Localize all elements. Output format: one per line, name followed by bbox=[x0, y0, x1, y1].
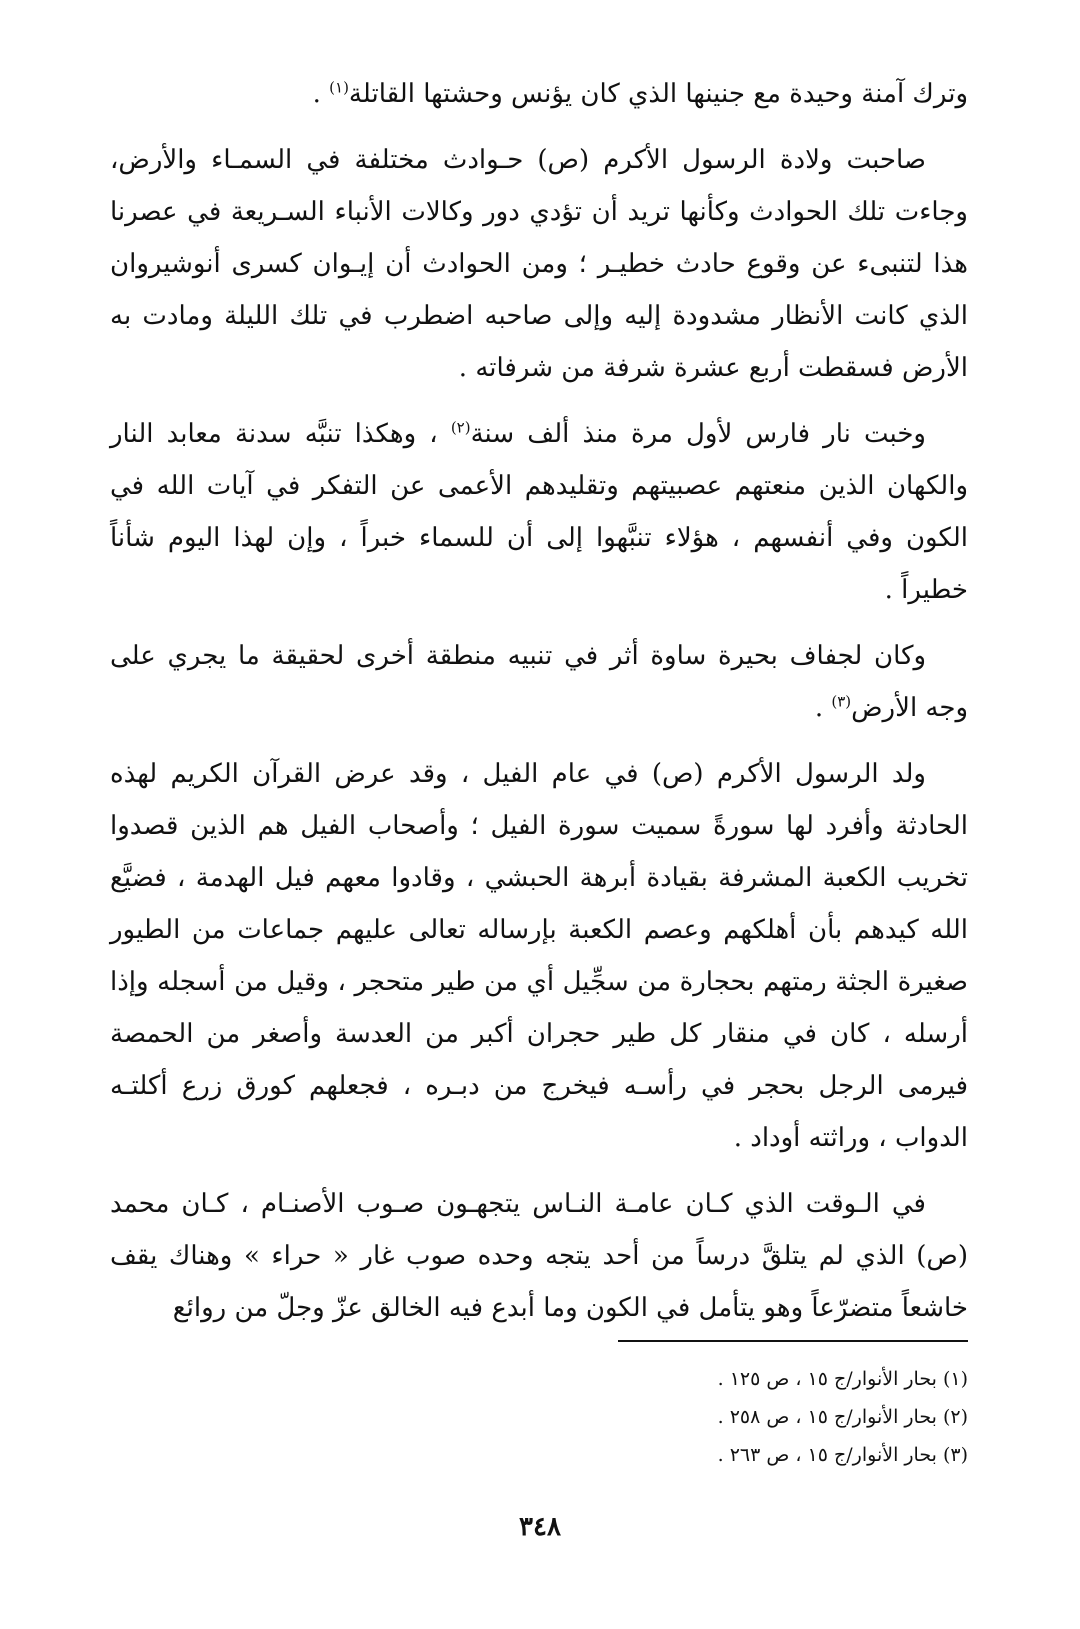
footnote-1: (١) بحار الأنوار/ج ١٥ ، ص ١٢٥ . bbox=[717, 1368, 968, 1390]
paragraph-6 bbox=[110, 1178, 968, 1334]
paragraph-5 bbox=[110, 748, 968, 1164]
paragraph-6-text: في الـوقت الذي كـان عامـة النـاس يتجهـون صـوب الأصنـام ، كـان محمد (ص) الذي لم يتلقَّ درساً من أحد يتجه وحده صوب غار « حراء » وهناك يقف خاشعاً متضرّعاً وهو يتأمل في الكون وما أبدع فيه الخالق عزّ وجلّ من روائع bbox=[110, 1189, 968, 1323]
paragraph-4-end: . bbox=[814, 693, 832, 723]
footnote-3: (٣) بحار الأنوار/ج ١٥ ، ص ٢٦٣ . bbox=[717, 1444, 968, 1466]
footnote-divider bbox=[618, 1340, 968, 1342]
paragraph-4 bbox=[110, 630, 968, 734]
page-number: ٣٤٨ bbox=[519, 1512, 561, 1542]
paragraph-2 bbox=[110, 134, 968, 394]
page-body bbox=[110, 68, 968, 1348]
footnote-ref-3: (٣) bbox=[831, 692, 852, 711]
paragraph-1 bbox=[110, 68, 968, 120]
paragraph-4-text: وكان لجفاف بحيرة ساوة أثر في تنبيه منطقة أخرى لحقيقة ما يجري على وجه الأرض bbox=[110, 641, 968, 723]
paragraph-3-text: وخبت نار فارس لأول مرة منذ ألف سنة bbox=[470, 419, 926, 449]
paragraph-5-text: ولد الرسول الأكرم (ص) في عام الفيل ، وقد عرض القرآن الكريم لهذه الحادثة وأفرد لها سورةً سميت سورة الفيل ؛ وأصحاب الفيل هم الذين قصدوا تخريب الكعبة المشرفة بقيادة أبرهة الحبشي ، وقادوا معهم فيل الهدمة ، فضيَّع الله كيدهم بأن أهلكهم وعصم الكعبة بإرساله تعالى عليهم جماعات من الطيور صغيرة الجثة رمتهم بحجارة من سجِّيل أي من طير متحجر ، وقيل من أسجله وإذا أرسله ، كان في منقار كل طير حجران أكبر من العدسة وأصغر من الحمصة فيرمى الرجل بحجر في رأسـه فيخرج من دبـره ، فجعلهم كورق زرع أكلتـه الدواب ، وراثته أوداد . bbox=[110, 759, 968, 1153]
footnote-ref-1: (١) bbox=[329, 78, 349, 97]
paragraph-3-end: ، وهكذا تنبَّه سدنة معابد النار والكهان الذين منعتهم عصبيتهم وتقليدهم الأعمى عن التفكر في آيات الله في الكون وفي أنفسهم ، هؤلاء تنبَّهوا إلى أن للسماء خبراً ، وإن لهذا اليوم شأناً خطيراً . bbox=[110, 419, 968, 605]
footnotes bbox=[408, 1360, 968, 1474]
footnote-2: (٢) بحار الأنوار/ج ١٥ ، ص ٢٥٨ . bbox=[717, 1406, 968, 1428]
paragraph-2-text: صاحبت ولادة الرسول الأكرم (ص) حـوادث مختلفة في السمـاء والأرض، وجاءت تلك الحوادث وكأنها تريد أن تؤدي دور وكالات الأنباء السـريعة في عصرنا هذا لتنبىء عن وقوع حادث خطيـر ؛ ومن الحوادث أن إيـوان كسرى أنوشيروان الذي كانت الأنظار مشدودة إليه وإلى صاحبه اضطرب في تلك الليلة ومادت به الأرض فسقطت أربع عشرة شرفة من شرفاته . bbox=[110, 145, 968, 383]
paragraph-3 bbox=[110, 408, 968, 616]
paragraph-1-text: وترك آمنة وحيدة مع جنينها الذي كان يؤنس وحشتها القاتلة bbox=[348, 79, 968, 109]
footnote-ref-2: (٢) bbox=[450, 418, 471, 437]
paragraph-1-end: . bbox=[312, 79, 330, 109]
